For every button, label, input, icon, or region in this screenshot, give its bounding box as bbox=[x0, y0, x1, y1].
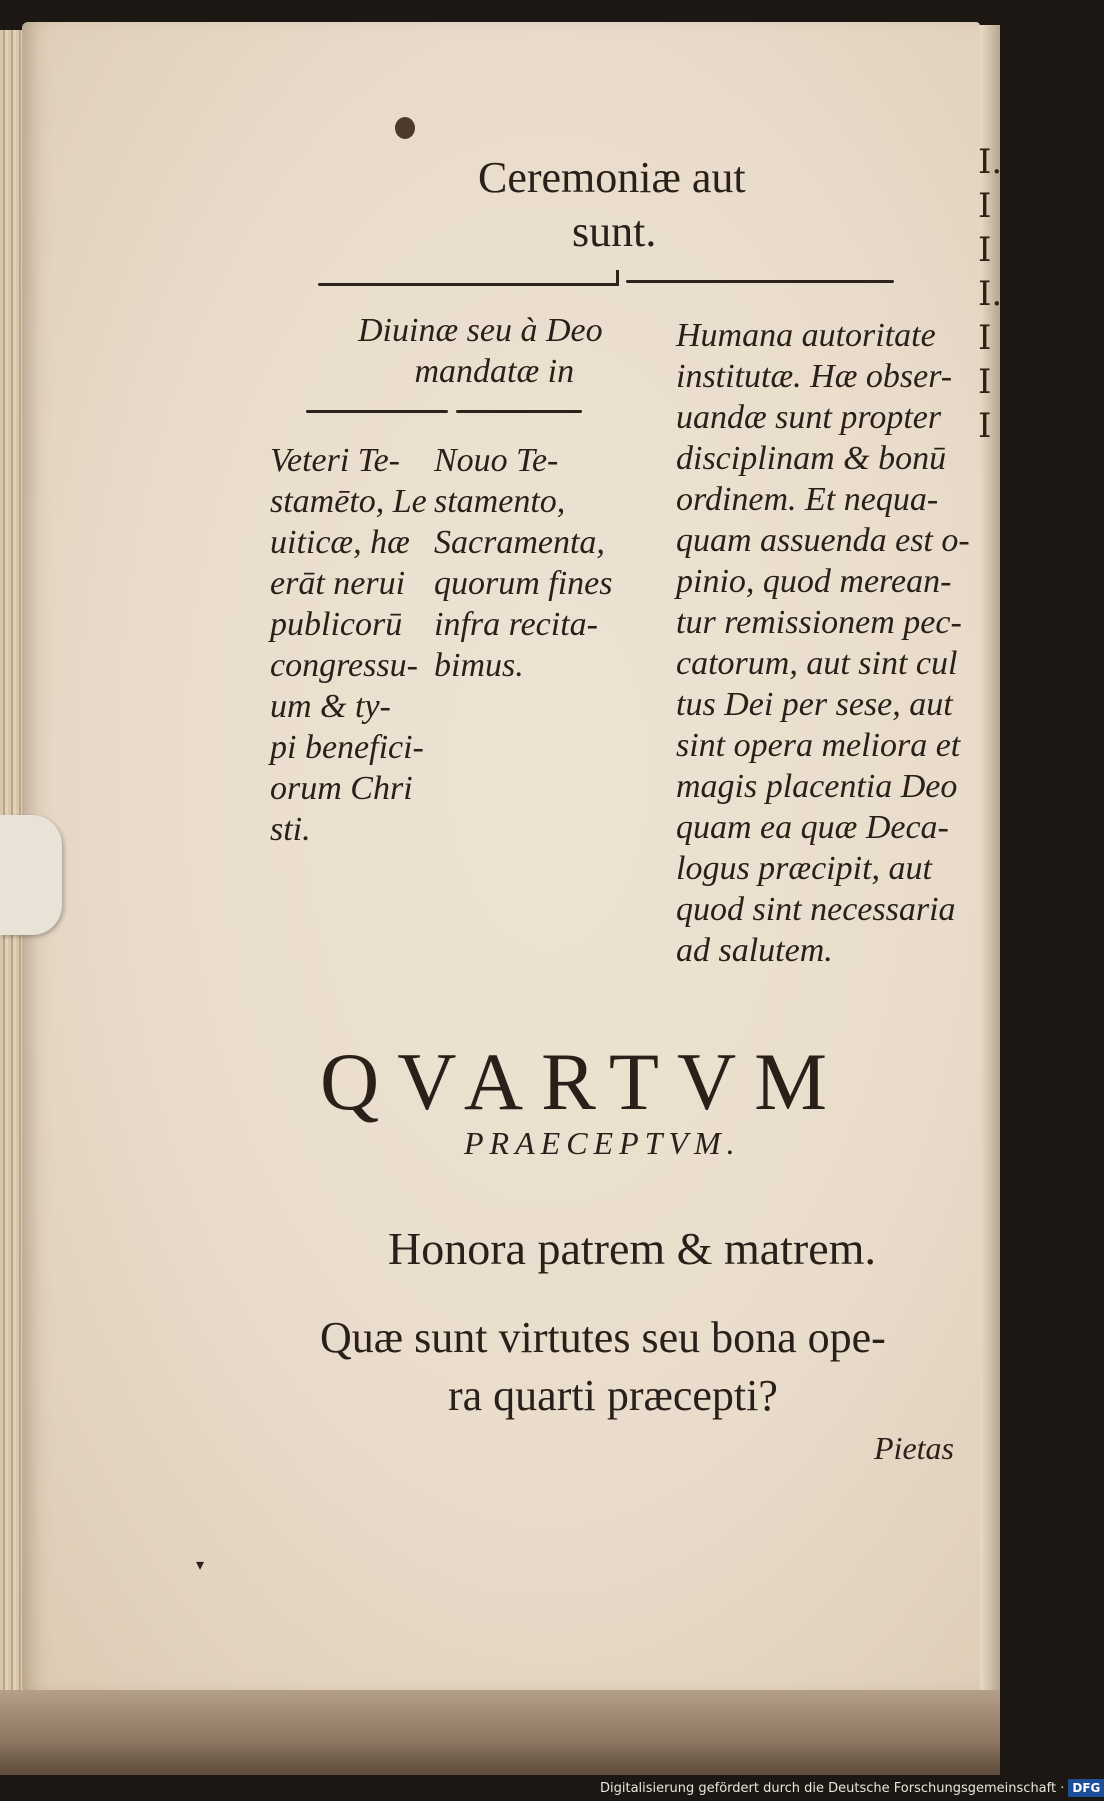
text-line: orum Chri bbox=[270, 770, 413, 807]
new-testament-column bbox=[434, 440, 613, 686]
text-line: uandæ sunt propter bbox=[676, 399, 942, 436]
text-line: quam ea quæ Deca- bbox=[676, 809, 949, 846]
text-line: sint opera meliora et bbox=[676, 727, 961, 764]
text-line: stamēto, Le bbox=[270, 483, 427, 520]
ink-spot bbox=[395, 117, 415, 139]
text-line: catorum, aut sint cul bbox=[676, 645, 958, 682]
brace-rule-right bbox=[626, 280, 894, 283]
printer-mark: ▾ bbox=[196, 1557, 205, 1574]
sub-brace-rule-right bbox=[456, 410, 582, 413]
text-line: tus Dei per sese, aut bbox=[676, 686, 953, 723]
text-line: tur remissionem pec- bbox=[676, 604, 962, 641]
text-line: quam assuenda est o- bbox=[676, 522, 970, 559]
text-line: logus præcipit, aut bbox=[676, 850, 932, 887]
text-line: institutæ. Hæ obser- bbox=[676, 358, 953, 395]
text-line: um & ty- bbox=[270, 688, 391, 725]
brace-rule-left bbox=[318, 283, 618, 286]
text-line: uiticæ, hæ bbox=[270, 524, 410, 561]
page-clip bbox=[0, 815, 62, 935]
old-testament-column bbox=[270, 440, 427, 850]
text-line: infra recita- bbox=[434, 606, 598, 643]
sub-brace-rule-left bbox=[306, 410, 448, 413]
text-line: stamento, bbox=[434, 483, 566, 520]
dfg-logo: DFG bbox=[1068, 1779, 1104, 1797]
text-line: erāt nerui bbox=[270, 565, 406, 602]
text-line: Nouo Te- bbox=[434, 442, 559, 479]
text-line: Humana autoritate bbox=[676, 317, 936, 354]
text-line: magis placentia Deo bbox=[676, 768, 958, 805]
question-line-2: ra quarti præcepti? bbox=[448, 1371, 778, 1420]
human-ceremonies-column bbox=[676, 315, 970, 971]
digitization-credit bbox=[600, 1777, 1101, 1801]
text-line: quod sint necessaria bbox=[676, 891, 956, 928]
divine-ceremonies-heading: Diuinæ seu à Deo mandatæ in bbox=[358, 312, 603, 390]
text-line: quorum fines bbox=[434, 565, 613, 602]
brace-tick bbox=[616, 270, 619, 286]
commandment-text: Honora patrem & matrem. bbox=[388, 1223, 876, 1274]
section-heading: QVARTVM bbox=[320, 1036, 846, 1127]
section-subheading: PRAECEPTVM. bbox=[464, 1125, 741, 1161]
text-line: pi benefici- bbox=[270, 729, 424, 766]
page-title-line2: sunt. bbox=[572, 207, 657, 256]
text-line: publicorū bbox=[270, 606, 403, 643]
facing-page-letters: I. I I I. I I I bbox=[978, 142, 1003, 446]
text-line: bimus. bbox=[434, 647, 524, 684]
text-line: Sacramenta, bbox=[434, 524, 605, 561]
catchword: Pietas bbox=[874, 1430, 954, 1466]
text-line: disciplinam & bonū bbox=[676, 440, 947, 477]
text-line: Veteri Te- bbox=[270, 442, 401, 479]
page-title: Ceremoniæ aut bbox=[478, 153, 746, 202]
question-line-1: Quæ sunt virtutes seu bona ope- bbox=[320, 1313, 886, 1362]
text-line: pinio, quod merean- bbox=[676, 563, 952, 600]
text-line: ad salutem. bbox=[676, 932, 833, 969]
text-line: congressu- bbox=[270, 647, 418, 684]
book-board-bottom bbox=[0, 1690, 1000, 1775]
text-line: ordinem. Et nequa- bbox=[676, 481, 939, 518]
credit-text: Digitalisierung gefördert durch die Deutsche Forschungsgemeinschaft · bbox=[600, 1781, 1065, 1796]
text-line: sti. bbox=[270, 811, 311, 848]
